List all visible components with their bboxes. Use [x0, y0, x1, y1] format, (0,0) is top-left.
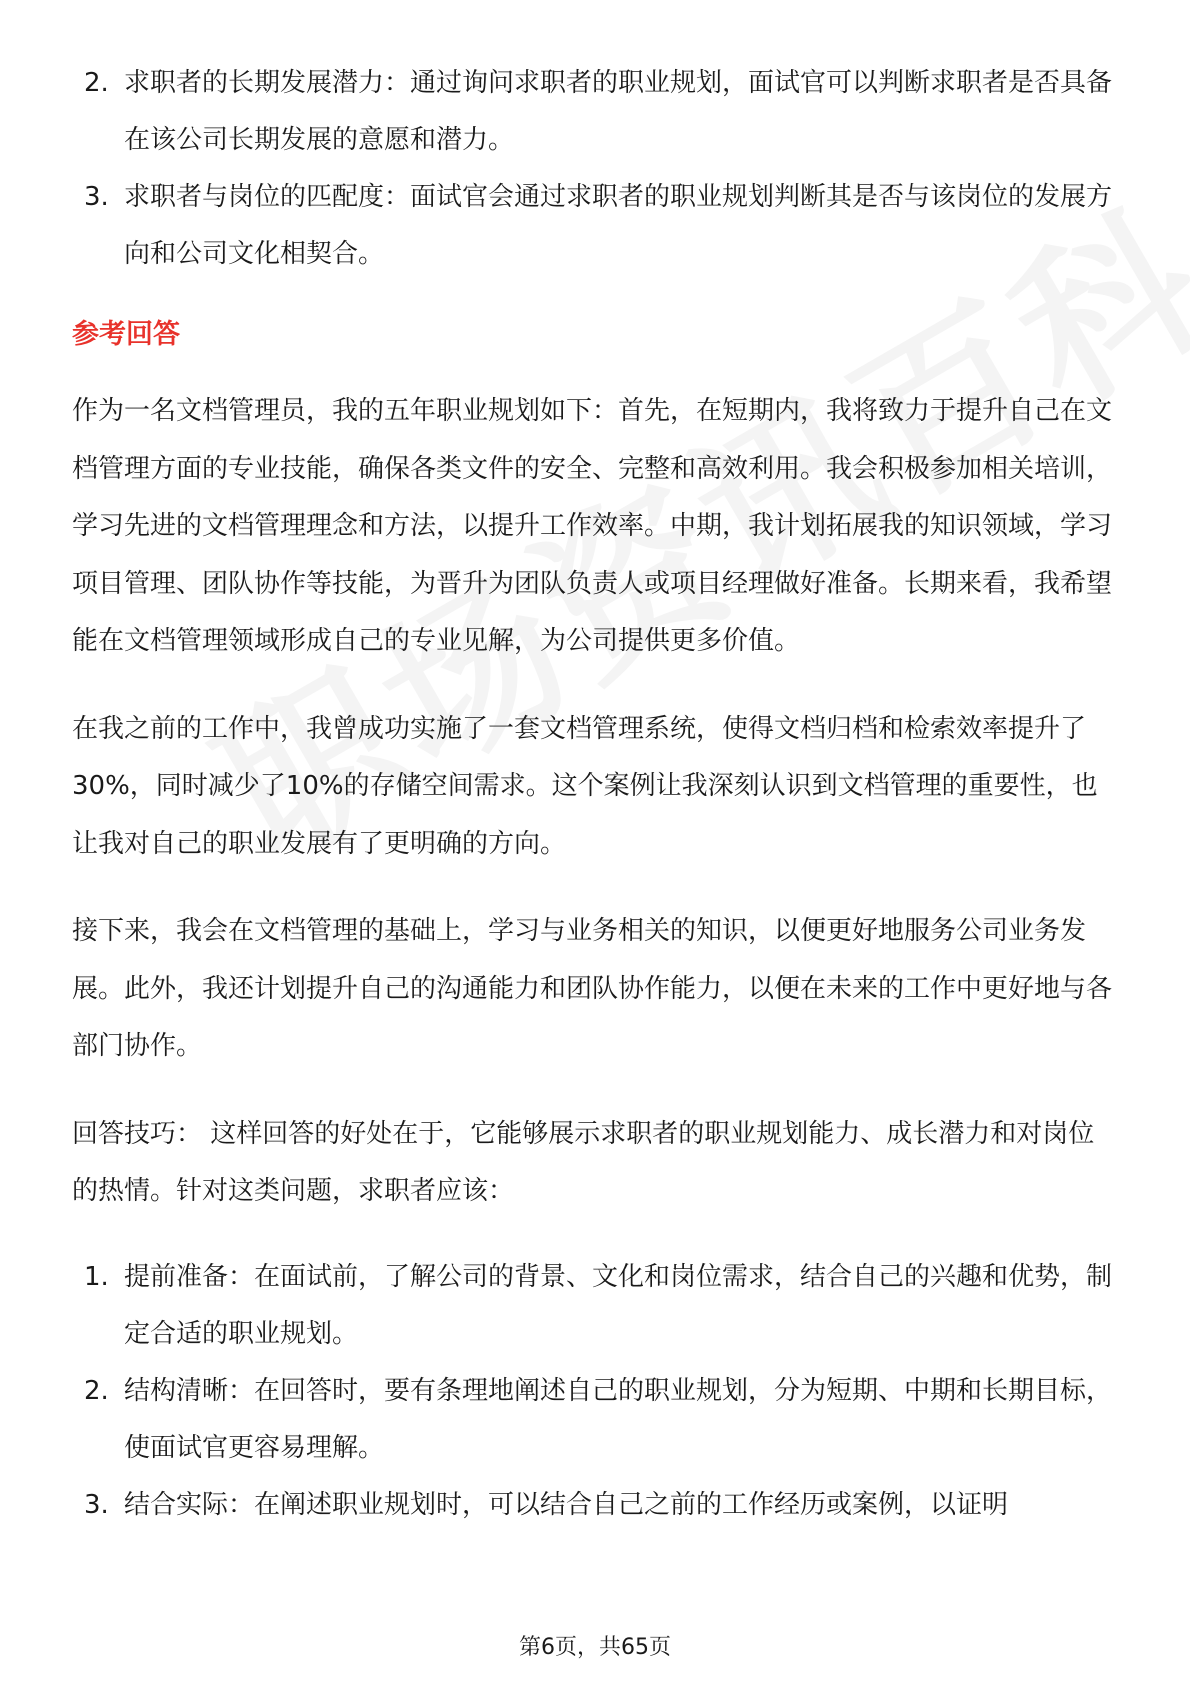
list-item-title: 结构清晰	[124, 1375, 229, 1406]
list-number: 2.	[84, 1375, 109, 1406]
list-item-title: 提前准备	[124, 1261, 229, 1292]
list-number: 3.	[84, 1489, 109, 1520]
list-item-separator: ：	[384, 68, 411, 98]
list-item-text: 在阐述职业规划时，可以结合自己之前的工作经历或案例，以证明	[254, 1489, 1009, 1520]
list-item-text: 在面试前，了解公司的背景、文化和岗位需求，结合自己的兴趣和优势，制定合适的职业规划。	[124, 1261, 1113, 1349]
page-footer: 第6页，共65页	[519, 1635, 671, 1660]
list-item-separator: ：	[228, 1489, 255, 1520]
list-item-text: 面试官会通过求职者的职业规划判断其是否与该岗位的发展方向和公司文化相契合。	[124, 182, 1113, 269]
answer-paragraph: 接下来，我会在文档管理的基础上，学习与业务相关的知识，以便更好地服务公司业务发展。此外，我还计划提升自己的沟通能力和团队协作能力，以便在未来的工作中更好地与各部门协作。	[72, 916, 1113, 1061]
list-item-title: 求职者的长期发展潜力	[124, 68, 385, 98]
list-item-separator: ：	[384, 182, 411, 212]
list-item-separator: ：	[228, 1375, 255, 1406]
criteria-list	[72, 55, 1120, 283]
list-item	[72, 1249, 1120, 1363]
list-item-separator: ：	[228, 1261, 255, 1292]
list-item	[72, 1477, 1120, 1534]
list-item-text: 通过询问求职者的职业规划，面试官可以判断求职者是否具备在该公司长期发展的意愿和潜力。	[124, 68, 1113, 155]
list-item-text: 在回答时，要有条理地阐述自己的职业规划，分为短期、中期和长期目标，使面试官更容易理解。	[124, 1375, 1113, 1463]
section-title: 参考回答	[72, 319, 180, 350]
list-item	[72, 169, 1120, 283]
list-number: 3.	[84, 182, 109, 212]
list-item-title: 结合实际	[124, 1489, 229, 1520]
page-content	[72, 55, 1120, 1534]
list-item-title: 求职者与岗位的匹配度	[124, 182, 385, 212]
answer-paragraph: 在我之前的工作中，我曾成功实施了一套文档管理系统，使得文档归档和检索效率提升了30%，同时减少了10%的存储空间需求。这个案例让我深刻认识到文档管理的重要性，也让我对自己的职业发展有了更明确的方向。	[72, 713, 1098, 859]
list-item	[72, 55, 1120, 169]
list-number: 2.	[84, 68, 109, 98]
tips-list	[72, 1249, 1120, 1534]
tips-paragraph: 回答技巧： 这样回答的好处在于，它能够展示求职者的职业规划能力、成长潜力和对岗位的热情。针对这类问题，求职者应该：	[72, 1118, 1095, 1206]
list-number: 1.	[84, 1261, 109, 1292]
answer-paragraph: 作为一名文档管理员，我的五年职业规划如下：首先，在短期内，我将致力于提升自己在文档管理方面的专业技能，确保各类文件的安全、完整和高效利用。我会积极参加相关培训，学习先进的文档管理理念和方法，以提升工作效率。中期，我计划拓展我的知识领域，学习项目管理、团队协作等技能，为晋升为团队负责人或项目经理做好准备。长期来看，我希望能在文档管理领域形成自己的专业见解，为公司提供更多价值。	[72, 396, 1113, 656]
list-item	[72, 1363, 1120, 1477]
